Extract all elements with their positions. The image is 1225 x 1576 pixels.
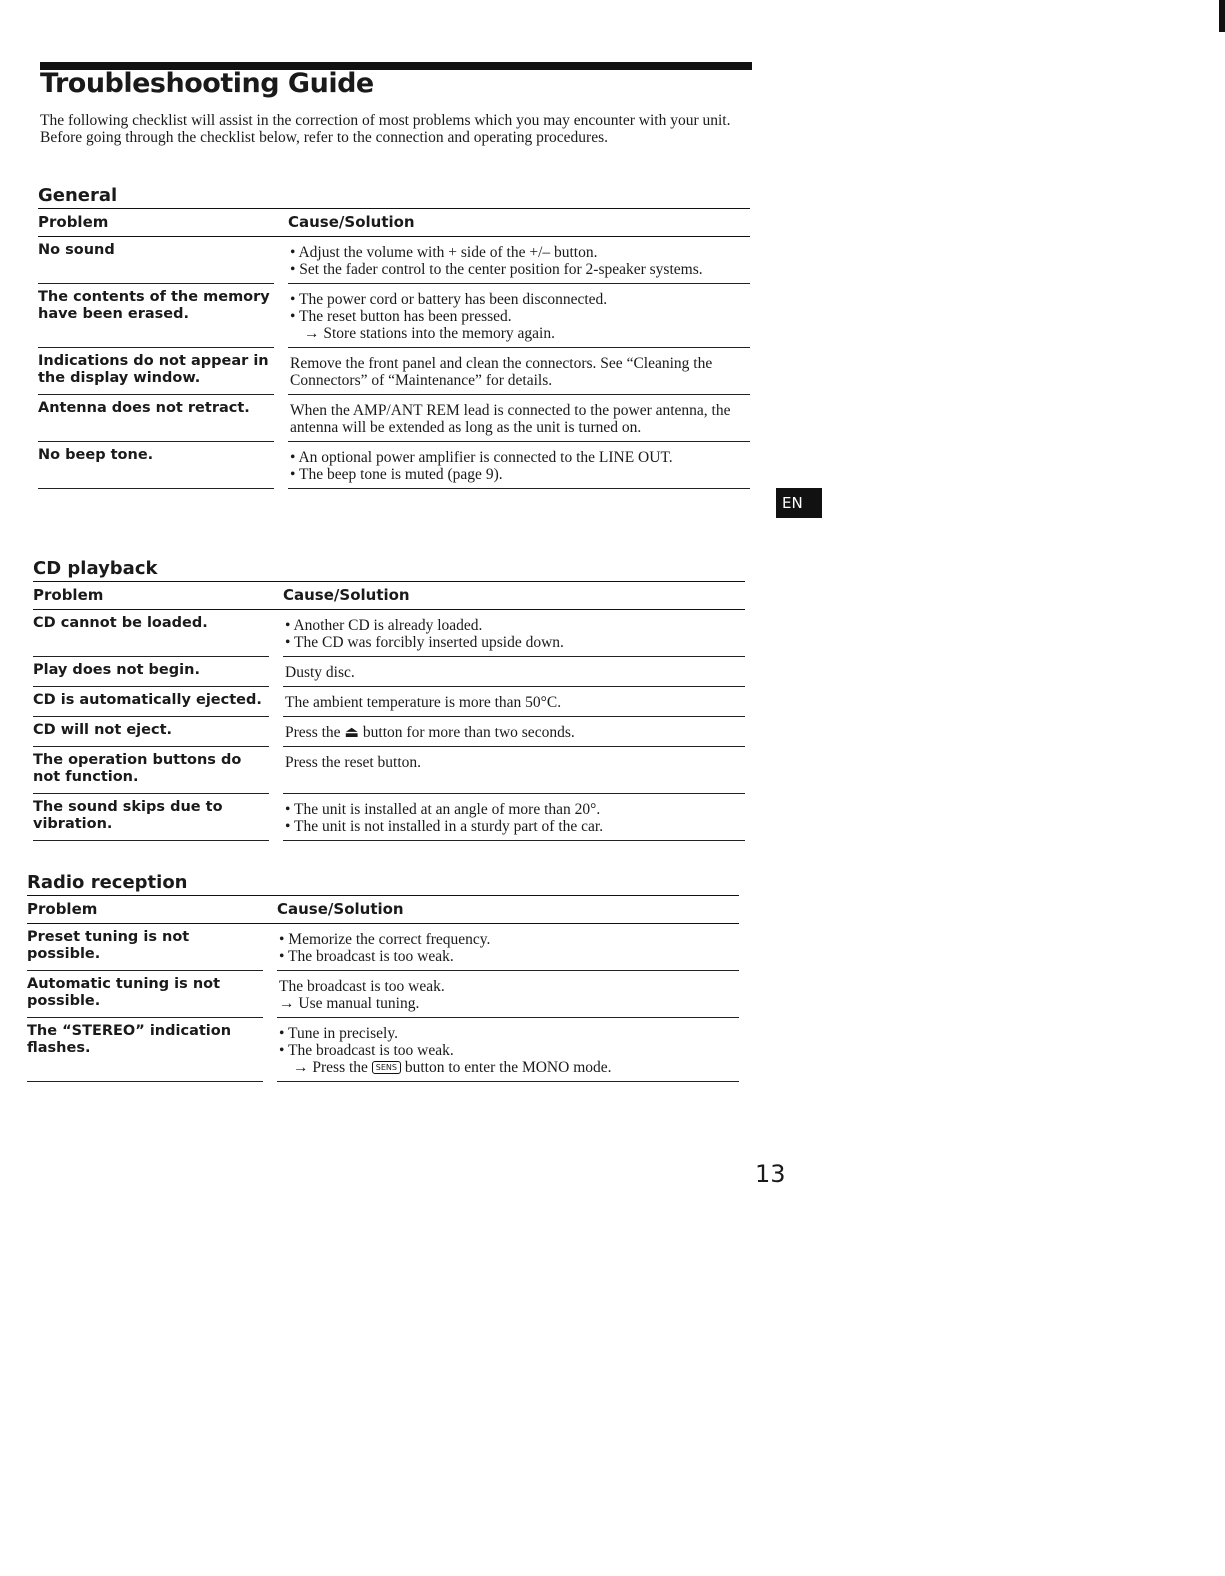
problem-cell: Antenna does not retract. (38, 395, 274, 442)
solution-line: → Use manual tuning. (279, 995, 420, 1012)
section-cd-playback (33, 557, 745, 841)
intro-paragraph-1: The following checklist will assist in the correction of most problems which you may encounter with your unit. (40, 112, 731, 129)
solution-cell (283, 610, 745, 657)
problem-cell: The operation buttons do not function. (33, 747, 269, 794)
solution-line: → Store stations into the memory again. (304, 325, 555, 342)
table-row (27, 924, 739, 971)
problem-cell: CD is automatically ejected. (33, 687, 269, 717)
table-header (38, 208, 750, 237)
table-row (38, 237, 750, 284)
solution-line: • The unit is not installed in a sturdy part of the car. (285, 818, 604, 835)
table-row (38, 284, 750, 348)
problem-cell: Automatic tuning is not possible. (27, 971, 263, 1018)
table-row (33, 657, 745, 687)
problem-cell: Indications do not appear in the display window. (38, 348, 274, 395)
page-number: 13 (755, 1160, 786, 1188)
solution-line: • Tune in precisely. (279, 1025, 398, 1042)
solution-line: • An optional power amplifier is connected to the LINE OUT. (290, 449, 673, 466)
column-header-problem: Problem (33, 586, 104, 604)
table-header (27, 895, 739, 924)
language-badge: EN (776, 488, 822, 518)
section-general (38, 184, 750, 489)
solution-cell (283, 794, 745, 841)
solution-line (279, 1059, 739, 1076)
solution-cell (288, 284, 750, 348)
page-title: Troubleshooting Guide (40, 68, 374, 99)
table-row (33, 747, 745, 794)
column-header-problem: Problem (27, 900, 98, 918)
table-row (33, 610, 745, 657)
table-header (33, 581, 745, 610)
table-row (38, 395, 750, 442)
solution-cell (283, 747, 745, 794)
solution-line: • Adjust the volume with + side of the +/– button. (290, 244, 598, 261)
solution-line: When the AMP/ANT REM lead is connected to the power antenna, the antenna will be extended as long as the unit is turned on. (290, 402, 731, 436)
solution-text: → Press the (293, 1059, 368, 1076)
problem-cell: No beep tone. (38, 442, 274, 489)
solution-cell (288, 348, 750, 395)
solution-line: Press the ⏏ button for more than two seconds. (285, 724, 575, 741)
column-header-cause: Cause/Solution (288, 213, 415, 231)
table-row (38, 348, 750, 395)
solution-line: • The beep tone is muted (page 9). (290, 466, 503, 483)
solution-cell (283, 657, 745, 687)
solution-line: • Set the fader control to the center position for 2-speaker systems. (290, 261, 703, 278)
problem-cell: The sound skips due to vibration. (33, 794, 269, 841)
solution-cell (288, 237, 750, 284)
table-row (33, 794, 745, 841)
table-row (33, 687, 745, 717)
problem-cell: No sound (38, 237, 274, 284)
table-row (27, 1018, 739, 1082)
column-header-problem: Problem (38, 213, 109, 231)
section-heading: CD playback (33, 558, 158, 579)
intro-text (40, 112, 752, 146)
solution-line: The broadcast is too weak. (279, 978, 445, 995)
problem-cell: The “STEREO” indication flashes. (27, 1018, 263, 1082)
solution-line: • The broadcast is too weak. (279, 948, 454, 965)
solution-line: • Another CD is already loaded. (285, 617, 483, 634)
solution-cell (277, 1018, 739, 1082)
solution-line: • The unit is installed at an angle of more than 20°. (285, 801, 601, 818)
problem-cell: Preset tuning is not possible. (27, 924, 263, 971)
solution-line: Remove the front panel and clean the connectors. See “Cleaning the Connectors” of “Maintenance” for details. (290, 355, 713, 389)
problem-cell: Play does not begin. (33, 657, 269, 687)
intro-paragraph-2: Before going through the checklist below, refer to the connection and operating procedures. (40, 129, 608, 146)
problem-cell: CD cannot be loaded. (33, 610, 269, 657)
problem-cell: The contents of the memory have been erased. (38, 284, 274, 348)
solution-line: • The CD was forcibly inserted upside down. (285, 634, 564, 651)
problem-cell: CD will not eject. (33, 717, 269, 747)
solution-cell (283, 717, 745, 747)
solution-cell (288, 442, 750, 489)
table-row (33, 717, 745, 747)
page-edge-mark (1219, 0, 1225, 32)
table-row (38, 442, 750, 489)
solution-line: The ambient temperature is more than 50°C. (285, 694, 562, 711)
solution-line: • The broadcast is too weak. (279, 1042, 454, 1059)
column-header-cause: Cause/Solution (283, 586, 410, 604)
sens-button-icon: SENS (372, 1061, 401, 1074)
section-radio-reception (27, 871, 739, 1082)
section-heading: General (38, 185, 118, 206)
table-row (27, 971, 739, 1018)
solution-line: • The reset button has been pressed. (290, 308, 512, 325)
section-heading: Radio reception (27, 872, 188, 893)
column-header-cause: Cause/Solution (277, 900, 404, 918)
solution-line: Press the reset button. (285, 754, 422, 771)
solution-line: • The power cord or battery has been disconnected. (290, 291, 608, 308)
solution-cell (288, 395, 750, 442)
solution-cell (277, 971, 739, 1018)
solution-text: button to enter the MONO mode. (401, 1059, 612, 1076)
solution-cell (283, 687, 745, 717)
solution-line: Dusty disc. (285, 664, 355, 681)
solution-line: • Memorize the correct frequency. (279, 931, 491, 948)
solution-cell (277, 924, 739, 971)
